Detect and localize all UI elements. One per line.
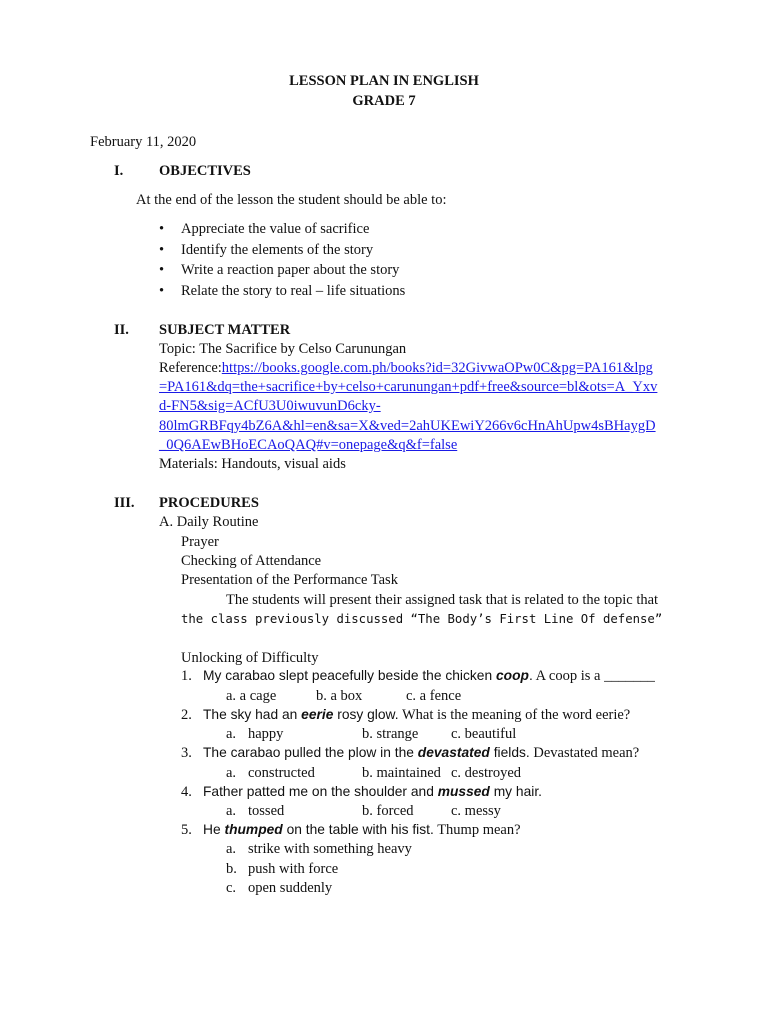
option: c. messy — [451, 803, 501, 819]
option-letter: b. — [226, 861, 237, 877]
unlocking-heading: Unlocking of Difficulty — [181, 650, 319, 666]
question-text: The sky had an eerie rosy glow. What is the meaning of the word eerie? — [203, 707, 631, 723]
question-number: 3. — [181, 745, 192, 761]
document-title: LESSON PLAN IN ENGLISH — [289, 73, 479, 89]
option-letter: c. — [226, 880, 237, 896]
option: constructed — [248, 765, 315, 781]
option: strike with something heavy — [248, 841, 412, 857]
daily-routine-heading: A. Daily Routine — [159, 514, 259, 530]
objectives-list — [159, 219, 405, 301]
routine-item: Presentation of the Performance Task — [181, 572, 398, 588]
vocabulary-word: devastated — [417, 745, 490, 760]
objective-item: • Relate the story to real – life situations — [159, 281, 405, 302]
task-description: the class previously discussed “The Body’s First Line Of defense” — [181, 612, 663, 626]
question-text: The carabao pulled the plow in the devastated fields. Devastated mean? — [203, 745, 640, 761]
section-number: III. — [114, 495, 135, 511]
option: happy — [248, 726, 284, 742]
option: tossed — [248, 803, 285, 819]
option-letter: a. — [226, 841, 237, 857]
option: b. maintained — [362, 765, 441, 781]
reference-link[interactable]: _0Q6AEwBHoECAoQAQ#v=onepage&q&f=false — [159, 437, 458, 453]
objective-item: • Identify the elements of the story — [159, 240, 405, 261]
routine-item: Checking of Attendance — [181, 553, 322, 569]
section-number: II. — [114, 322, 129, 338]
section-heading-procedures: PROCEDURES — [159, 495, 259, 511]
reference-link[interactable]: =PA161&dq=the+sacrifice+by+celso+carunungan+pdf+free&source=bl&ots=A_Yxv — [159, 379, 658, 395]
question-number: 2. — [181, 707, 192, 723]
reference-link[interactable]: https://books.google.com.ph/books?id=32GivwaOPw0C&pg=PA161&lpg — [221, 360, 653, 376]
vocabulary-word: mussed — [437, 784, 490, 799]
reference-line — [159, 360, 653, 377]
objectives-intro: At the end of the lesson the student should be able to: — [136, 192, 447, 208]
reference-label: Reference: — [159, 360, 222, 376]
question-number: 4. — [181, 784, 192, 800]
option-letter: a. — [226, 803, 237, 819]
option: open suddenly — [248, 880, 333, 896]
reference-link[interactable]: d-FN5&sig=ACfU3U0iwuvunD6cky- — [159, 398, 381, 414]
option: c. a fence — [406, 688, 462, 704]
question-number: 1. — [181, 668, 192, 684]
grade-title: GRADE 7 — [352, 93, 416, 109]
vocabulary-word: eerie — [301, 707, 334, 722]
topic-line: Topic: The Sacrifice by Celso Carunungan — [159, 341, 407, 357]
option: b. forced — [362, 803, 414, 819]
option: push with force — [248, 861, 339, 877]
objective-item: • Appreciate the value of sacrifice — [159, 219, 405, 240]
option-letter: a. — [226, 726, 237, 742]
option: a. a cage — [226, 688, 277, 704]
question-text: Father patted me on the shoulder and mussed my hair. — [203, 784, 542, 799]
objective-item: • Write a reaction paper about the story — [159, 260, 405, 281]
option: b. strange — [362, 726, 419, 742]
question-number: 5. — [181, 822, 192, 838]
section-number: I. — [114, 163, 124, 179]
question-text: My carabao slept peacefully beside the chicken coop. A coop is a _______ — [203, 668, 655, 684]
vocabulary-word: thumped — [224, 822, 283, 837]
vocabulary-word: coop — [495, 668, 529, 683]
option: b. a box — [316, 688, 363, 704]
section-heading-objectives: OBJECTIVES — [159, 163, 251, 179]
materials-line: Materials: Handouts, visual aids — [159, 456, 346, 472]
section-heading-subject-matter: SUBJECT MATTER — [159, 322, 291, 338]
routine-item: Prayer — [181, 534, 219, 550]
question-text: He thumped on the table with his fist. Thump mean? — [203, 822, 521, 838]
option: c. beautiful — [451, 726, 517, 742]
task-description: The students will present their assigned task that is related to the topic that — [226, 592, 659, 608]
option: c. destroyed — [451, 765, 522, 781]
lesson-date: February 11, 2020 — [90, 134, 197, 150]
reference-link[interactable]: 80lmGRBFqy4bZ6A&hl=en&sa=X&ved=2ahUKEwiY266v6cHnAhUpw4sBHaygD — [159, 418, 656, 434]
option-letter: a. — [226, 765, 237, 781]
